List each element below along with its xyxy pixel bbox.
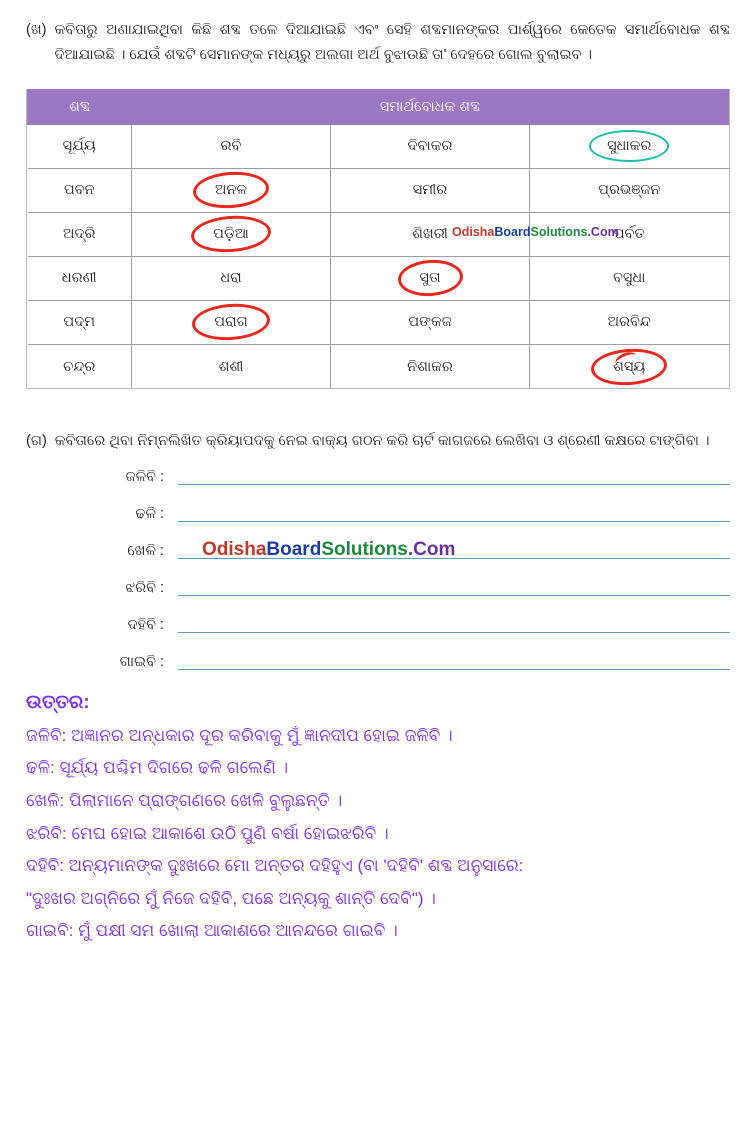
- watermark-inline: [452, 225, 619, 239]
- fill-colon: :: [160, 468, 165, 485]
- option-text: ପଙ୍କଜ: [408, 314, 452, 331]
- watermark-com: .Com: [587, 224, 619, 239]
- fill-row: [82, 654, 730, 670]
- watermark-solutions: Solutions: [321, 538, 408, 560]
- fill-row: [82, 617, 730, 633]
- row-word: ସୂର୍ଯ୍ୟ: [28, 124, 132, 168]
- row-option: [132, 256, 331, 300]
- option-text: ପ୍ରଭଞ୍ଜନ: [598, 182, 661, 199]
- row-word: ଧରଣୀ: [28, 256, 132, 300]
- fill-colon: :: [160, 542, 165, 559]
- row-option-circled: [132, 300, 331, 344]
- row-option-circled: [530, 124, 729, 168]
- table-row: [28, 124, 729, 168]
- circled-answer: ଅନଳ: [209, 180, 253, 200]
- table-body: [28, 124, 729, 388]
- row-option: [530, 168, 729, 212]
- row-option-circled: [132, 168, 331, 212]
- row-option: [452, 212, 729, 256]
- synonyms-table: [27, 89, 729, 389]
- circled-answer: ପରାଗ: [208, 312, 254, 332]
- row-option: [331, 168, 530, 212]
- answer-line: ଖେଳି: ପିଲାମାନେ ପ୍ରାଙ୍ଗଣରେ ଖେଳି ବୁଲୁଛନ୍ତି ।: [26, 790, 343, 810]
- header-synonyms: ସମାର୍ଥବୋଧକ ଶବ୍ଦ: [132, 89, 729, 124]
- watermark-board: Board: [266, 538, 322, 560]
- fill-blank-line[interactable]: [178, 580, 730, 596]
- answers-title: ଉତ୍ତର:: [26, 691, 90, 713]
- row-option-circled: [530, 344, 729, 388]
- table-row: [28, 168, 729, 212]
- watermark-solutions: Solutions: [530, 224, 588, 239]
- question-ga-text: କବିତାରେ ଥିବା ନିମ୍ନଲିଖିତ କ୍ରିୟାପଦକୁ ନେଇ ବାକ୍ୟ ଗଠନ କରି ଚାର୍ଟ କାଗଜରେ ଲେଖିବା ଓ ଶ୍ରେଣୀ କକ୍ଷରେ ଟାଙ୍ଗିବା ।: [54, 433, 710, 450]
- answer-line: "ଦୁଃଖର ଅଗ୍ନିରେ ମୁଁ ନିଜେ ଦହିବି, ପଛେ ଅନ୍ୟକୁ ଶାନ୍ତି ଦେବି") ।: [26, 888, 436, 908]
- table-header-row: [28, 89, 729, 124]
- table-row: [28, 212, 729, 256]
- fill-word: ଢଳି: [135, 505, 156, 522]
- fill-word: ଝରିବି: [125, 579, 156, 596]
- answer-line: ଗାଇବି: ମୁଁ ପକ୍ଷୀ ସମ ଖୋଲା ଆକାଶରେ ଆନନ୍ଦରେ ଗାଇବି ।: [26, 921, 398, 941]
- circled-answer: ସୁଧାକର: [601, 136, 657, 156]
- row-option: [530, 256, 729, 300]
- option-text: ଶିଖରୀ: [412, 226, 448, 243]
- watermark-com: .Com: [407, 538, 456, 560]
- fill-row: [82, 538, 730, 560]
- question-ga-label: (ଗ): [26, 433, 47, 450]
- fill-in-list: [26, 469, 730, 670]
- watermark-center: [202, 539, 455, 561]
- option-text: ଦିବାକର: [407, 138, 453, 155]
- row-word: ପବନ: [28, 168, 132, 212]
- option-text: ଅରବିନ୍ଦ: [607, 314, 651, 331]
- fill-blank-line[interactable]: [178, 506, 730, 522]
- option-text: ଧରା: [220, 270, 242, 287]
- fill-colon: :: [160, 505, 165, 522]
- row-option: [331, 300, 530, 344]
- option-text: ସମୀର: [412, 182, 448, 199]
- row-option-circled: [132, 212, 331, 256]
- row-option: [132, 124, 331, 168]
- question-ga-section: [26, 429, 730, 669]
- fill-blank-line[interactable]: [178, 617, 730, 633]
- row-option-circled: [331, 256, 530, 300]
- option-text: ଶଶୀ: [218, 358, 244, 375]
- row-option: [530, 300, 729, 344]
- circled-answer: ପଡ଼ିଆ: [207, 224, 255, 244]
- fill-row: [82, 580, 730, 596]
- option-text: ରବି: [220, 138, 242, 155]
- fill-row: [82, 506, 730, 522]
- circled-answer: ଶସ୍ୟ: [607, 357, 651, 377]
- question-ga: [26, 429, 730, 454]
- fill-blank-line[interactable]: [178, 469, 730, 485]
- answer-line: ଝରିବି: ମେଘ ହୋଇ ଆକାଶେ ଉଠି ପୁଣି ବର୍ଷା ହୋଇଝରିବି ।: [26, 823, 389, 843]
- header-word: ଶବ୍ଦ: [28, 89, 132, 124]
- fill-word: ଖେଳି: [127, 542, 156, 559]
- option-text: ବସୁଧା: [613, 270, 646, 287]
- fill-colon: :: [160, 653, 165, 670]
- fill-colon: :: [160, 616, 165, 633]
- row-word: ଅଦ୍ରି: [28, 212, 132, 256]
- watermark-odisha: Odisha: [452, 224, 495, 239]
- circled-answer: ସୁତା: [414, 268, 447, 288]
- fill-word: ଦହିବି: [127, 616, 156, 633]
- answers-section: [26, 692, 730, 948]
- fill-word: ଜଳିବି: [125, 468, 156, 485]
- row-option: [331, 124, 530, 168]
- watermark-board: Board: [494, 224, 531, 239]
- table-row: [28, 344, 729, 388]
- answer-line: ଢଳି: ସୂର୍ଯ୍ୟ ପଶ୍ଚିମ ଦିଗରେ ଢଳି ଗଲେଣି ।: [26, 758, 289, 778]
- watermark-odisha: Odisha: [202, 538, 267, 560]
- table-header: [28, 89, 729, 124]
- answer-line: ଜଳିବି: ଅଜ୍ଞାନର ଅନ୍ଧକାର ଦୂର କରିବାକୁ ମୁଁ ଜ୍ଞାନଦୀପ ହୋଇ ଜଳିବି ।: [26, 725, 453, 745]
- question-kha-text: କବିତାରୁ ଅଣାଯାଇଥିବା କିଛି ଶବ୍ଦ ତଳେ ଦିଆଯାଇଛି ଏବଂ ସେହି ଶବ୍ଦମାନଙ୍କର ପାର୍ଶ୍ୱରେ କେତେକ ସମାର୍ଥବୋଧକ ଶବ୍ଦ ଦିଆଯାଇଛି । ଯେଉଁ ଶବ୍ଦଟି ସେମାନଙ୍କ ମଧ୍ୟରୁ ଅଲଗା ଅର୍ଥ ବୁଝାଉଛି ତା' ଦେହରେ ଗୋଲ ବୁଲାଇବ ।: [54, 22, 730, 64]
- answer-line: ଦହିବି: ଅନ୍ୟମାନଙ୍କ ଦୁଃଖରେ ମୋ ଅନ୍ତର ଦହିହୁଏ (ବା 'ଦହିବି' ଶବ୍ଦ ଅନୁସାରେ:: [26, 856, 524, 876]
- row-word: ଚନ୍ଦ୍ର: [28, 344, 132, 388]
- option-text: ନିଶାକର: [407, 358, 453, 375]
- option-text: ପର୍ବତ: [613, 226, 645, 243]
- question-kha-label: (ଖ): [26, 22, 47, 38]
- row-option: [132, 344, 331, 388]
- fill-word: ଗାଇବି: [119, 653, 156, 670]
- fill-row: [82, 469, 730, 485]
- table-row: [28, 256, 729, 300]
- fill-colon: :: [160, 579, 165, 596]
- row-word: ପଦ୍ମ: [28, 300, 132, 344]
- synonyms-table-wrapper: [26, 89, 730, 390]
- question-kha: [26, 18, 730, 69]
- table-row: [28, 300, 729, 344]
- row-option: [331, 344, 530, 388]
- fill-blank-line[interactable]: [178, 654, 730, 670]
